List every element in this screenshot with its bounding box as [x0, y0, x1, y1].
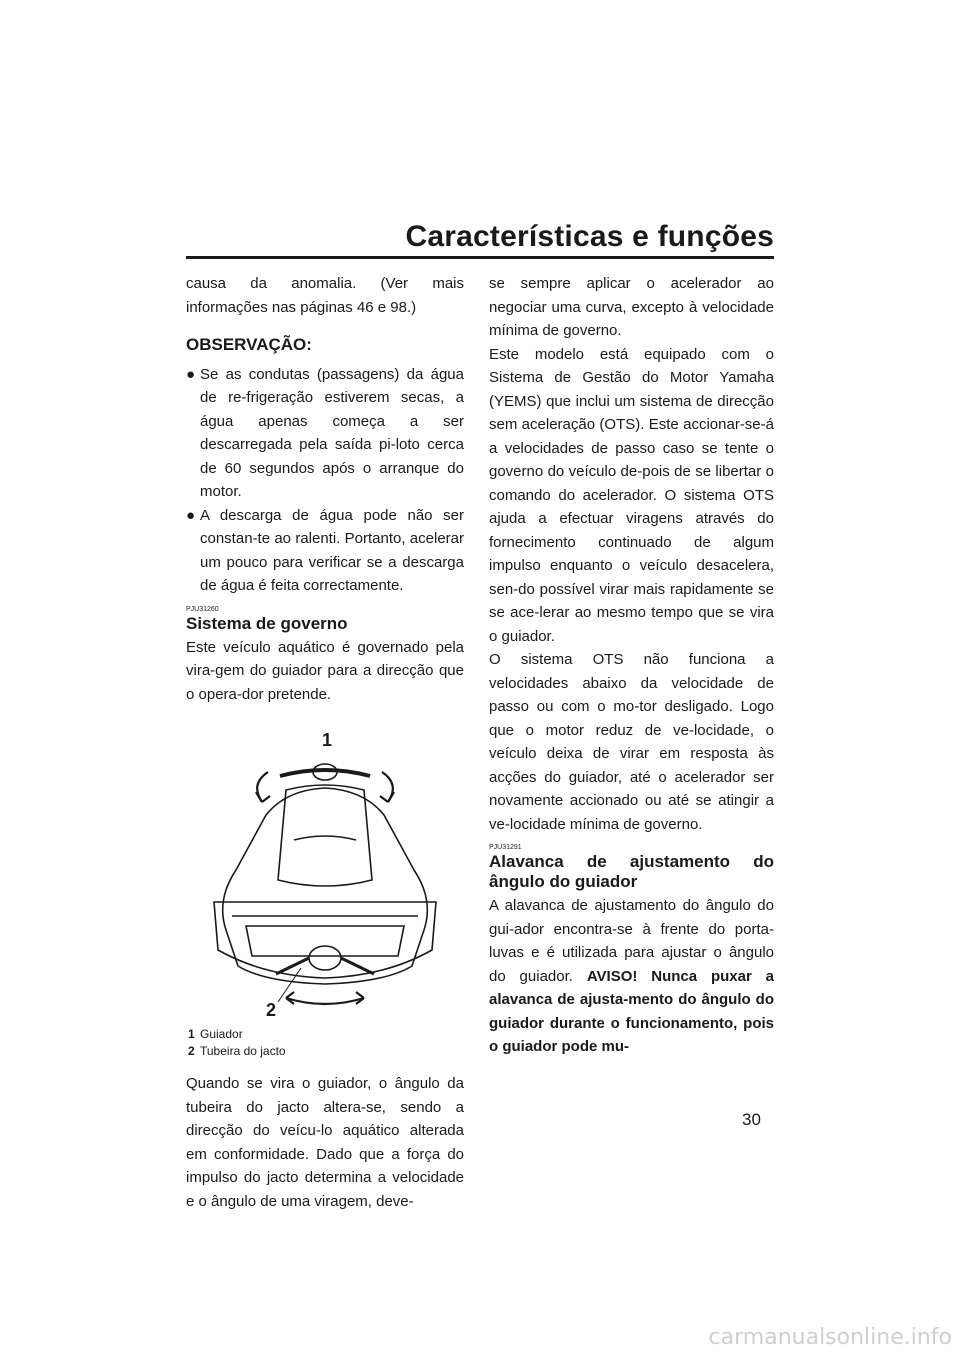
right-column [489, 272, 774, 1059]
note-heading: OBSERVAÇÃO: [186, 335, 312, 354]
section-code: PJU31291 [489, 844, 522, 851]
section-paragraph: A alavanca de ajustamento do ângulo do gui-ador encontra-se à frente do porta-luvas e é utilizada para ajustar o ângulo do guiador. AVISO! Nunca puxar a alavanca de ajusta-mento do ângulo do guiador durante o funcionamento, pois o guiador pode mu- [489, 897, 775, 1055]
watercraft-steering-figure [186, 720, 464, 1020]
figure-legend [186, 1026, 464, 1060]
paragraph-continued: se sempre aplicar o acelerador ao negociar uma curva, excepto à velocidade mínima de governo. [489, 275, 774, 339]
yems-paragraph: Este modelo está equipado com o Sistema de Gestão do Motor Yamaha (YEMS) que inclui um sistema de direcção sem aceleração (OTS). Este accionar-se-á a velocidades de passo caso se tente o governo do veículo de-pois de se libertar o comando do acelerador. O sistema OTS ajuda a efectuar viragens através do fornecimento continuado de algum impulso enquanto o veículo desacelera, sen-do possível virar mais rapidamente se se ace-lerar ao mesmo tempo que se vira o guiador. [489, 345, 774, 645]
watermark: carmanualsonline.info [708, 1325, 952, 1350]
intro-paragraph: causa da anomalia. (Ver mais informações nas páginas 46 e 98.) [186, 275, 464, 316]
page-number: 30 [742, 1110, 761, 1129]
title-rule [186, 256, 774, 259]
page-title: Características e funções [405, 220, 774, 253]
ots-paragraph: O sistema OTS não funciona a velocidades abaixo da velocidade de passo ou com o mo-tor desligado. Logo que o motor reduz de ve-locidade, o veículo deixa de virar em resposta às acções do guiador, até o acelerador ser novamente accionado ou até se atingir a ve-locidade mínima de governo. [489, 651, 774, 833]
warning-text: AVISO! Nunca puxar a alavanca de ajusta-mento do ângulo do guiador durante o funcionamento, pois o guiador pode mu- [489, 967, 775, 1055]
after-figure-paragraph: Quando se vira o guiador, o ângulo da tubeira do jacto altera-se, sendo a direcção do veícu-lo aquático alterada em conformidade. Dado que a força do impulso do jacto determina a velocidade e o ângulo de uma viragem, deve- [186, 1075, 464, 1210]
note-list [186, 363, 464, 598]
bullet-icon: ● [186, 365, 196, 383]
section-heading: Sistema de governo [186, 613, 348, 633]
legend-item: 1 Guiador [188, 1027, 243, 1041]
note-item: ● A descarga de água pode não ser constan-te ao ralenti. Portanto, acelerar um pouco para verificar se a descarga de água é feita correctamente. [186, 504, 464, 598]
note-item: ● Se as condutas (passagens) da água de re-frigeração estiverem secas, a água apenas começa a ser descarregada pela saída pi-loto cerca de 60 segundos após o arranque do motor. [186, 363, 464, 504]
left-column [186, 272, 464, 1213]
legend-item: 2 Tubeira do jacto [188, 1044, 286, 1058]
watercraft-illustration [186, 720, 464, 1020]
bullet-icon: ● [186, 506, 196, 524]
section-heading: Alavanca de ajustamento do ângulo do guiador [489, 852, 774, 891]
section-paragraph: Este veículo aquático é governado pela vira-gem do guiador para a direcção que o opera-dor pretende. [186, 638, 464, 703]
figure-callout-1: 1 [322, 730, 333, 750]
section-code: PJU31260 [186, 605, 219, 613]
figure-callout-2: 2 [266, 1000, 277, 1020]
